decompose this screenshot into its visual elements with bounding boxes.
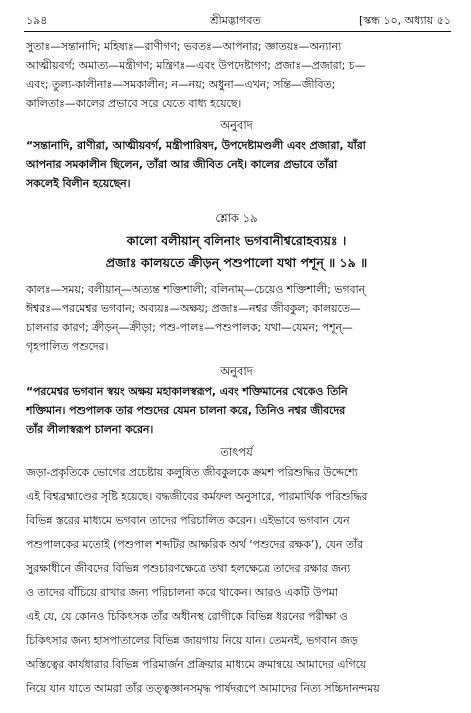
translation-line: “সন্তানাদি, রাণীরা, আত্মীয়বর্গ, মন্ত্রীপারিষদ, উপদেষ্টামণ্ডলী এবং প্রজারা, যাঁরা [26, 139, 366, 152]
purport-line: চিকিৎসার জন্য হাসপাতালের বিভিন্ন জায়গায় নিয়ে যান। তেমনই, ভগবান জড় [26, 634, 358, 647]
header-rule [24, 31, 451, 32]
synonyms-line: ঈশ্বরঃ—পরমেশ্বর ভগবান; অব্যয়ঃ—অক্ষয়; প্রজাঃ—নশ্বর জীবকুল; কালয়তে— [26, 302, 361, 315]
purport-line: ও তাদের বাঁচিয়ে রাখার জন্য পরিচালনা করে থাকেন। আরও একটি উপমা [26, 586, 338, 599]
page-number: ১৯৪ [26, 14, 48, 27]
verse-heading: শ্লোক ১৯ [215, 211, 258, 225]
purport-line: সুরক্ষাধীনে জীবদের বিভিন্ন পশুচারণক্ষেত্রে তথা হলক্ষেত্রে তাদের রক্ষার জন্য [26, 562, 351, 575]
purport-line: নিয়ে যান যাতে আমরা তাঁর তত্ত্বজ্ঞানসমৃদ্ধ পার্ষদরূপে আমাদের নিত্য সচ্চিদানন্দময় [26, 682, 380, 695]
purport-line: জড়া-প্রকৃতিকে ভোগের প্রচেষ্টায় কলুষিত জীবকুলকে ক্রমশ পরিশুদ্ধির উদ্দেশ্যে [26, 466, 358, 479]
synonyms-line: কালঃ—সময়; বলীয়ান্—অত্যন্ত শক্তিশালী; বলিনাম্—চেয়েও শক্তিশালী; ভগবান্ [26, 283, 366, 296]
purport-heading: তাৎপর্য [220, 445, 253, 459]
translation-line: সকলেই বিলীন হয়েছেন। [26, 177, 131, 190]
purport-line: এই বিশ্বব্রহ্মাণ্ডের সৃষ্টি হয়েছে। বদ্ধজীবের কর্মফল অনুসারে, পারমার্থিক পরিশুদ্ধির [26, 490, 368, 503]
translation-line: শক্তিমান। পশুপালক তার পশুদের যেমন চালনা করে, তিনিও নশ্বর জীবদের [26, 404, 346, 417]
translation-heading: অনুবাদ [220, 364, 253, 378]
synonyms-line: এবং; তুল্য-কালীনাঃ—সমকালীন; ন—নয়; অধুনা—এখন; সন্তি—জীবিত; [26, 78, 336, 91]
translation-heading: অনুবাদ [220, 118, 253, 132]
translation-line: তাঁর লীলাস্বরূপ চালনা করেন। [26, 423, 154, 436]
purport-line: অস্তিত্বের কার্যধারার বিভিন্ন পরিমার্জন প্রক্রিয়ার মাধ্যমে ক্রমান্বয়ে আমাদের এগিয়ে [26, 658, 367, 671]
purport-line: বিভিন্ন স্তরের মাধ্যমে ভগবান তাদের পরিচালিত করেন। এইভাবে ভগবান যেন [26, 514, 350, 527]
purport-line: পশুপালকের মতোই (পশুপাল শব্দটির আক্ষরিক অর্থ ‘পশুদের রক্ষক’), যেন তাঁর [26, 538, 364, 551]
chapter-reference: [স্কন্ধ ১০, অধ্যায় ৫১ [358, 14, 451, 27]
verse-line: কালো বলীয়ান্ বলিনাং ভগবানীশ্বরোহব্যয়ঃ । [126, 233, 347, 248]
synonyms-line: গৃহপালিত পশুদের। [26, 340, 109, 353]
purport-line: এই যে, যে কোনও চিকিৎসক তাঁর অধীনস্থ রোগীকে বিভিন্ন ধরনের পরীক্ষা ও [26, 610, 348, 623]
synonyms-line: আত্মীয়বর্গ; অমাত্য—মন্ত্রীগণ; মন্ত্রিণঃ—এবং উপদেষ্টাগণ; প্রজাঃ—প্রজারা; চ— [26, 59, 366, 72]
synonyms-line: কালিতাঃ—কালের প্রভাবে সরে যেতে বাধ্য হয়েছে। [26, 97, 242, 110]
running-title: শ্রীমদ্ভাগবত [210, 14, 261, 27]
translation-line: আপনার সমকালীন ছিলেন, তাঁরা আর জীবিত নেই। কালের প্রভাবে তাঁরা [26, 158, 338, 171]
translation-line: “পরমেশ্বর ভগবান স্বয়ং অক্ষয় মহাকালস্বরূপ, এবং শক্তিমানের থেকেও তিনি [26, 385, 348, 398]
verse-line: প্রজাঃ কালয়তে ক্রীড়ন্ পশুপালো যথা পশূন্ ॥ ১৯ ॥ [105, 255, 368, 270]
synonyms-line: চালনার কারণ; ক্রীড়ন্—ক্রীড়া; পশু-পালঃ—পশুপালক; যথা—যেমন; পশূন্— [26, 321, 353, 334]
synonyms-line: সুতাঃ—সন্তানাদি; মহিষ্যঃ—রাণীগণ; ভবতঃ—আপনার; জ্ঞাতয়ঃ—অন্যান্য [26, 40, 342, 53]
